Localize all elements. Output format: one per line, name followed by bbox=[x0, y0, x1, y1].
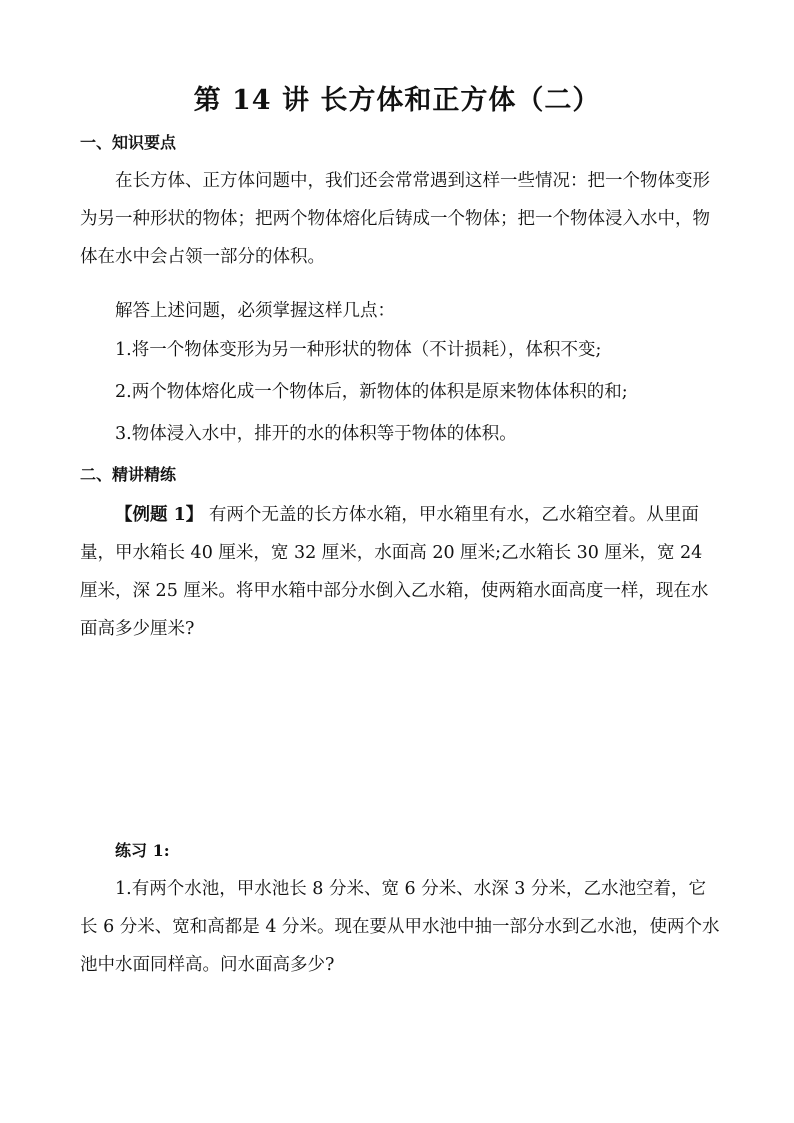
exercise-1: 1.有两个水池，甲水池长 8 分米、宽 6 分米、水深 3 分米，乙水池空着，它长 6 分米、宽和高都是 4 分米。现在要从甲水池中抽一部分水到乙水池，使两个水池中水面同样高。问水面高多少? bbox=[80, 879, 720, 975]
point-2: 2.两个物体熔化成一个物体后，新物体的体积是原来物体体积的和; bbox=[115, 382, 628, 402]
point-1: 1.将一个物体变形为另一种形状的物体（不计损耗），体积不变; bbox=[115, 340, 602, 360]
page-title: 第 14 讲 长方体和正方体（二） bbox=[193, 85, 601, 116]
example-text: 有两个无盖的长方体水箱，甲水箱里有水，乙水箱空着。从里面量，甲水箱长 40 厘米，宽 32 厘米，水面高 20 厘米;乙水箱长 30 厘米，宽 24 厘米，深 25 厘米。将甲水箱中部分水倒入乙水箱，使两箱水面高度一样，现在水面高多少厘米? bbox=[80, 505, 709, 639]
section-heading-practice: 二、精讲精练 bbox=[80, 465, 177, 484]
instruction-line: 解答上述问题，必须掌握这样几点： bbox=[115, 301, 395, 321]
example-1 bbox=[80, 496, 720, 648]
intro-paragraph: 在长方体、正方体问题中，我们还会常常遇到这样一些情况：把一个物体变形为另一种形状的物体；把两个物体熔化后铸成一个物体；把一个物体浸入水中，物体在水中会占领一部分的体积。 bbox=[80, 171, 710, 267]
section-heading-knowledge: 一、知识要点 bbox=[80, 133, 177, 152]
exercise-heading: 练习 1: bbox=[115, 841, 170, 860]
example-label: 【例题 1】 bbox=[115, 505, 204, 525]
point-3: 3.物体浸入水中，排开的水的体积等于物体的体积。 bbox=[115, 424, 517, 444]
